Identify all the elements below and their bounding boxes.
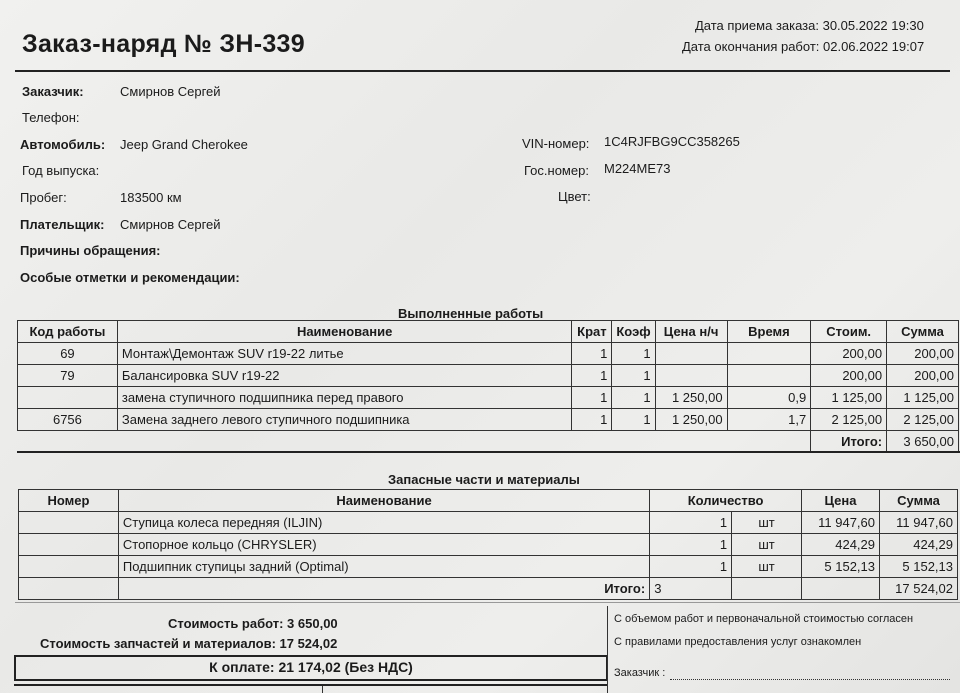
parts-header-cell: Сумма xyxy=(880,490,958,512)
header-divider xyxy=(15,70,950,72)
parts-total-qty: 3 xyxy=(650,578,732,600)
work-code: 79 xyxy=(18,365,118,387)
work-cost: 2 125,00 xyxy=(811,409,887,431)
parts-header-row xyxy=(19,490,958,512)
document-title: Заказ-наряд № ЗН-339 xyxy=(22,30,305,58)
parts-title: Запасные части и материалы xyxy=(388,472,580,487)
car-value: Jeep Grand Cherokee xyxy=(120,137,248,152)
parts-cost-summary: Стоимость запчастей и материалов: 17 524,02 xyxy=(40,636,338,651)
vin-label: VIN-номер: xyxy=(522,136,590,151)
parts-header-cell: Наименование xyxy=(118,490,649,512)
part-sum: 5 152,13 xyxy=(880,556,958,578)
work-coef: 1 xyxy=(612,409,655,431)
work-time: 1,7 xyxy=(727,409,811,431)
color-label: Цвет: xyxy=(558,189,591,204)
summary-bottom-line xyxy=(14,684,608,686)
part-unit: шт xyxy=(732,534,802,556)
work-time xyxy=(727,343,811,365)
date-finished: Дата окончания работ: 02.06.2022 19:07 xyxy=(682,39,925,54)
plate-value: М224МЕ73 xyxy=(604,161,671,176)
work-name: Балансировка SUV r19-22 xyxy=(117,365,572,387)
table-row xyxy=(19,556,958,578)
table-row xyxy=(18,387,959,409)
table-row xyxy=(18,343,959,365)
part-price: 5 152,13 xyxy=(802,556,880,578)
work-sum: 1 125,00 xyxy=(887,387,959,409)
work-krat: 1 xyxy=(572,343,612,365)
part-name: Стопорное кольцо (CHRYSLER) xyxy=(118,534,649,556)
work-price: 1 250,00 xyxy=(655,409,727,431)
works-header-row xyxy=(18,321,959,343)
work-price: 1 250,00 xyxy=(655,387,727,409)
parts-header-cell: Номер xyxy=(19,490,119,512)
part-unit: шт xyxy=(732,512,802,534)
work-coef: 1 xyxy=(612,365,655,387)
notes-label: Особые отметки и рекомендации: xyxy=(20,270,240,285)
vin-value: 1C4RJFBG9CC358265 xyxy=(604,134,740,149)
parts-header-cell: Цена xyxy=(802,490,880,512)
work-name: Замена заднего левого ступичного подшипника xyxy=(117,409,572,431)
work-krat: 1 xyxy=(572,365,612,387)
works-header-cell: Стоим. xyxy=(811,321,887,343)
part-number xyxy=(19,534,119,556)
work-sum: 200,00 xyxy=(887,343,959,365)
payer-label: Плательщик: xyxy=(20,217,105,232)
works-header-cell: Код работы xyxy=(18,321,118,343)
work-krat: 1 xyxy=(572,409,612,431)
phone-label: Телефон: xyxy=(22,110,80,125)
part-sum: 11 947,60 xyxy=(880,512,958,534)
work-coef: 1 xyxy=(612,343,655,365)
part-price: 424,29 xyxy=(802,534,880,556)
part-qty: 1 xyxy=(650,512,732,534)
customer-label: Заказчик: xyxy=(22,84,84,99)
table-row xyxy=(18,409,959,431)
part-number xyxy=(19,512,119,534)
part-unit: шт xyxy=(732,556,802,578)
payer-value: Смирнов Сергей xyxy=(120,217,221,232)
works-total-value: 3 650,00 xyxy=(887,431,959,453)
works-table xyxy=(17,320,959,453)
reasons-label: Причины обращения: xyxy=(20,243,161,258)
work-cost: 200,00 xyxy=(811,343,887,365)
works-cost-summary: Стоимость работ: 3 650,00 xyxy=(168,616,338,631)
parts-table xyxy=(18,489,958,600)
table-row xyxy=(18,365,959,387)
signature-line xyxy=(670,679,950,681)
work-krat: 1 xyxy=(572,387,612,409)
signature-divider xyxy=(607,606,608,693)
part-name: Ступица колеса передняя (ILJIN) xyxy=(118,512,649,534)
year-label: Год выпуска: xyxy=(22,163,100,178)
work-code xyxy=(18,387,118,409)
works-total-label: Итого: xyxy=(811,431,887,453)
works-title: Выполненные работы xyxy=(398,306,544,321)
work-code: 6756 xyxy=(18,409,118,431)
work-sum: 2 125,00 xyxy=(887,409,959,431)
works-table-bottom xyxy=(17,451,960,453)
works-header-cell: Время xyxy=(727,321,811,343)
agreement-scope: С объемом работ и первоначальной стоимостью согласен xyxy=(614,613,914,625)
part-qty: 1 xyxy=(650,534,732,556)
work-time xyxy=(727,365,811,387)
works-header-cell: Коэф xyxy=(612,321,655,343)
works-header-cell: Цена н/ч xyxy=(655,321,727,343)
works-header-cell: Крат xyxy=(572,321,612,343)
plate-label: Гос.номер: xyxy=(524,163,589,178)
work-price xyxy=(655,365,727,387)
customer-value: Смирнов Сергей xyxy=(120,84,221,99)
parts-total-row xyxy=(19,578,958,600)
work-price xyxy=(655,343,727,365)
signature-label: Заказчик : xyxy=(614,667,666,679)
to-pay-value: К оплате: 21 174,02 (Без НДС) xyxy=(209,659,413,675)
table-row xyxy=(19,512,958,534)
works-header-cell: Наименование xyxy=(117,321,572,343)
mileage-label: Пробег: xyxy=(20,190,67,205)
work-code: 69 xyxy=(18,343,118,365)
part-qty: 1 xyxy=(650,556,732,578)
table-row xyxy=(19,534,958,556)
part-sum: 424,29 xyxy=(880,534,958,556)
works-header-cell: Сумма xyxy=(887,321,959,343)
work-cost: 1 125,00 xyxy=(811,387,887,409)
work-cost: 200,00 xyxy=(811,365,887,387)
agreement-rules: С правилами предоставления услуг ознакомлен xyxy=(614,636,862,648)
mileage-value: 183500 км xyxy=(120,190,182,205)
summary-divider xyxy=(15,602,960,603)
work-name: замена ступичного подшипника перед правого xyxy=(117,387,572,409)
part-number xyxy=(19,556,119,578)
parts-total-label: Итого: xyxy=(118,578,649,600)
works-total-row xyxy=(18,431,959,453)
car-label: Автомобиль: xyxy=(20,137,106,152)
parts-header-cell: Количество xyxy=(650,490,802,512)
part-price: 11 947,60 xyxy=(802,512,880,534)
work-sum: 200,00 xyxy=(887,365,959,387)
date-received: Дата приема заказа: 30.05.2022 19:30 xyxy=(695,18,924,33)
work-name: Монтаж\Демонтаж SUV r19-22 литье xyxy=(117,343,572,365)
work-time: 0,9 xyxy=(727,387,811,409)
work-coef: 1 xyxy=(612,387,655,409)
to-pay-box xyxy=(14,655,608,681)
part-name: Подшипник ступицы задний (Optimal) xyxy=(118,556,649,578)
parts-total-value: 17 524,02 xyxy=(880,578,958,600)
